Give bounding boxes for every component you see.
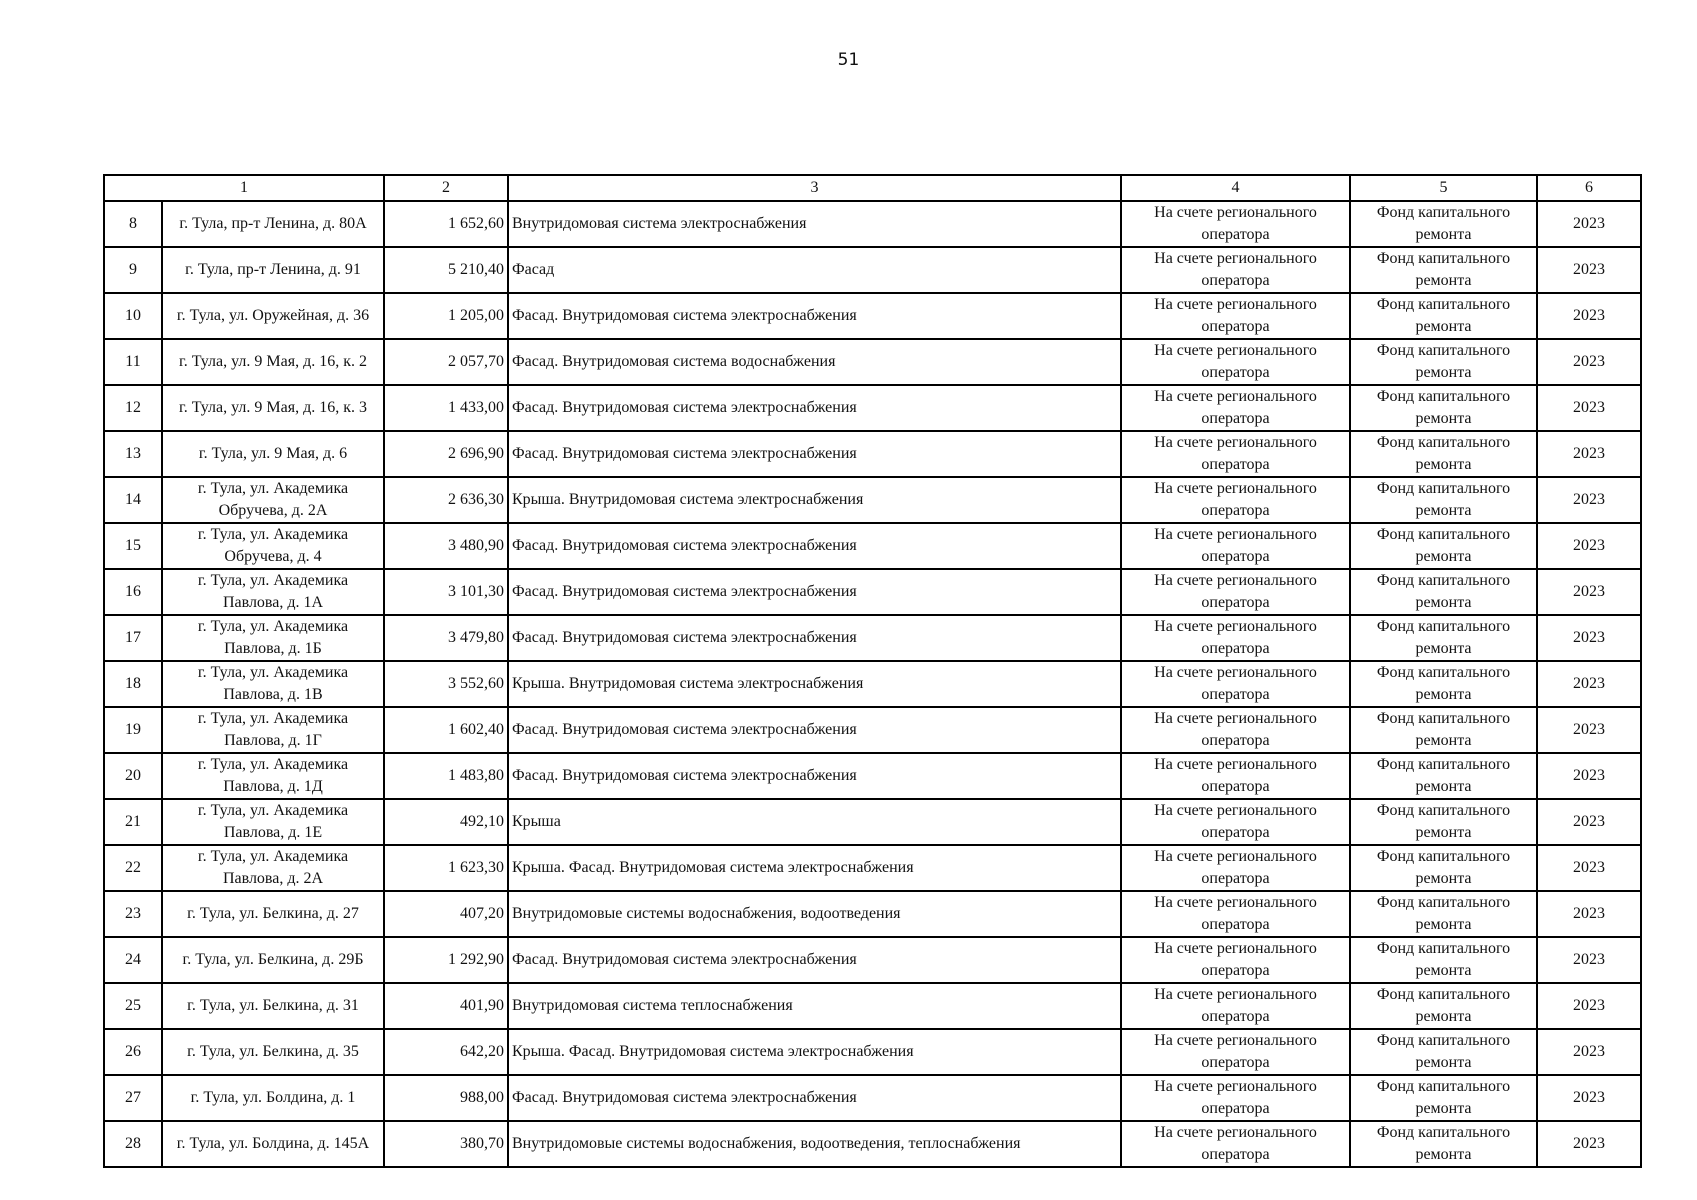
funding-source-cell: Фонд капитального ремонта [1350, 247, 1537, 293]
area-cell: 988,00 [384, 1075, 508, 1121]
area-cell: 3 479,80 [384, 615, 508, 661]
account-cell: На счете регионального оператора [1121, 339, 1350, 385]
funding-source-cell: Фонд капитального ремонта [1350, 1029, 1537, 1075]
area-cell: 2 057,70 [384, 339, 508, 385]
address-cell: г. Тула, ул. 9 Мая, д. 16, к. 3 [162, 385, 384, 431]
area-cell: 380,70 [384, 1121, 508, 1167]
row-number: 12 [104, 385, 162, 431]
account-cell: На счете регионального оператора [1121, 247, 1350, 293]
table-row [104, 799, 1641, 845]
funding-source-cell: Фонд капитального ремонта [1350, 293, 1537, 339]
area-cell: 642,20 [384, 1029, 508, 1075]
work-type-cell: Фасад. Внутридомовая система электроснабжения [508, 431, 1121, 477]
table-row [104, 615, 1641, 661]
year-cell: 2023 [1537, 339, 1641, 385]
year-cell: 2023 [1537, 983, 1641, 1029]
table-row [104, 1029, 1641, 1075]
funding-source-cell: Фонд капитального ремонта [1350, 983, 1537, 1029]
work-type-cell: Фасад. Внутридомовая система электроснабжения [508, 523, 1121, 569]
year-cell: 2023 [1537, 293, 1641, 339]
year-cell: 2023 [1537, 477, 1641, 523]
account-cell: На счете регионального оператора [1121, 753, 1350, 799]
address-cell: г. Тула, ул. Болдина, д. 145А [162, 1121, 384, 1167]
funding-source-cell: Фонд капитального ремонта [1350, 753, 1537, 799]
funding-source-cell: Фонд капитального ремонта [1350, 569, 1537, 615]
header-col-3: 3 [508, 175, 1121, 201]
account-cell: На счете регионального оператора [1121, 707, 1350, 753]
funding-source-cell: Фонд капитального ремонта [1350, 937, 1537, 983]
work-type-cell: Крыша. Внутридомовая система электроснабжения [508, 477, 1121, 523]
year-cell: 2023 [1537, 707, 1641, 753]
area-cell: 2 636,30 [384, 477, 508, 523]
work-type-cell: Фасад. Внутридомовая система электроснабжения [508, 615, 1121, 661]
work-type-cell: Фасад [508, 247, 1121, 293]
account-cell: На счете регионального оператора [1121, 937, 1350, 983]
area-cell: 492,10 [384, 799, 508, 845]
header-row [104, 175, 1641, 201]
funding-source-cell: Фонд капитального ремонта [1350, 385, 1537, 431]
table-row [104, 293, 1641, 339]
table-row [104, 385, 1641, 431]
table-row [104, 1075, 1641, 1121]
table-row [104, 661, 1641, 707]
work-type-cell: Фасад. Внутридомовая система электроснабжения [508, 569, 1121, 615]
funding-source-cell: Фонд капитального ремонта [1350, 1075, 1537, 1121]
address-cell: г. Тула, ул. Академика Павлова, д. 2А [162, 845, 384, 891]
year-cell: 2023 [1537, 661, 1641, 707]
address-cell: г. Тула, ул. Белкина, д. 31 [162, 983, 384, 1029]
address-cell: г. Тула, ул. Академика Обручева, д. 4 [162, 523, 384, 569]
table-row [104, 569, 1641, 615]
page-number: 51 [837, 50, 860, 70]
year-cell: 2023 [1537, 799, 1641, 845]
work-type-cell: Фасад. Внутридомовая система электроснабжения [508, 293, 1121, 339]
funding-source-cell: Фонд капитального ремонта [1350, 707, 1537, 753]
row-number: 11 [104, 339, 162, 385]
address-cell: г. Тула, ул. Белкина, д. 35 [162, 1029, 384, 1075]
area-cell: 3 552,60 [384, 661, 508, 707]
area-cell: 407,20 [384, 891, 508, 937]
address-cell: г. Тула, ул. Белкина, д. 29Б [162, 937, 384, 983]
address-cell: г. Тула, пр-т Ленина, д. 91 [162, 247, 384, 293]
area-cell: 3 101,30 [384, 569, 508, 615]
account-cell: На счете регионального оператора [1121, 385, 1350, 431]
address-cell: г. Тула, ул. Академика Павлова, д. 1В [162, 661, 384, 707]
funding-source-cell: Фонд капитального ремонта [1350, 891, 1537, 937]
work-type-cell: Фасад. Внутридомовая система электроснабжения [508, 707, 1121, 753]
area-cell: 1 652,60 [384, 201, 508, 247]
work-type-cell: Фасад. Внутридомовая система электроснабжения [508, 937, 1121, 983]
year-cell: 2023 [1537, 937, 1641, 983]
area-cell: 1 433,00 [384, 385, 508, 431]
row-number: 16 [104, 569, 162, 615]
table-row [104, 247, 1641, 293]
area-cell: 5 210,40 [384, 247, 508, 293]
address-cell: г. Тула, ул. Академика Павлова, д. 1А [162, 569, 384, 615]
area-cell: 3 480,90 [384, 523, 508, 569]
row-number: 23 [104, 891, 162, 937]
funding-source-cell: Фонд капитального ремонта [1350, 339, 1537, 385]
account-cell: На счете регионального оператора [1121, 891, 1350, 937]
table-body [104, 201, 1641, 1167]
account-cell: На счете регионального оператора [1121, 1029, 1350, 1075]
address-cell: г. Тула, ул. Академика Обручева, д. 2А [162, 477, 384, 523]
funding-source-cell: Фонд капитального ремонта [1350, 799, 1537, 845]
row-number: 13 [104, 431, 162, 477]
area-cell: 1 205,00 [384, 293, 508, 339]
year-cell: 2023 [1537, 1075, 1641, 1121]
account-cell: На счете регионального оператора [1121, 799, 1350, 845]
address-cell: г. Тула, пр-т Ленина, д. 80А [162, 201, 384, 247]
address-cell: г. Тула, ул. Академика Павлова, д. 1Б [162, 615, 384, 661]
table-row [104, 753, 1641, 799]
account-cell: На счете регионального оператора [1121, 661, 1350, 707]
account-cell: На счете регионального оператора [1121, 523, 1350, 569]
account-cell: На счете регионального оператора [1121, 1075, 1350, 1121]
table-row [104, 707, 1641, 753]
table-row [104, 845, 1641, 891]
work-type-cell: Крыша. Фасад. Внутридомовая система электроснабжения [508, 845, 1121, 891]
row-number: 26 [104, 1029, 162, 1075]
address-cell: г. Тула, ул. Академика Павлова, д. 1Г [162, 707, 384, 753]
work-type-cell: Внутридомовая система электроснабжения [508, 201, 1121, 247]
row-number: 24 [104, 937, 162, 983]
funding-source-cell: Фонд капитального ремонта [1350, 201, 1537, 247]
year-cell: 2023 [1537, 845, 1641, 891]
year-cell: 2023 [1537, 569, 1641, 615]
header-col-1: 1 [104, 175, 384, 201]
account-cell: На счете регионального оператора [1121, 431, 1350, 477]
table-row [104, 431, 1641, 477]
row-number: 22 [104, 845, 162, 891]
table-row [104, 1121, 1641, 1167]
row-number: 9 [104, 247, 162, 293]
address-cell: г. Тула, ул. 9 Мая, д. 6 [162, 431, 384, 477]
address-cell: г. Тула, ул. 9 Мая, д. 16, к. 2 [162, 339, 384, 385]
row-number: 20 [104, 753, 162, 799]
area-cell: 1 602,40 [384, 707, 508, 753]
work-type-cell: Крыша. Внутридомовая система электроснабжения [508, 661, 1121, 707]
funding-source-cell: Фонд капитального ремонта [1350, 615, 1537, 661]
row-number: 14 [104, 477, 162, 523]
table-header [104, 175, 1641, 201]
work-type-cell: Фасад. Внутридомовая система водоснабжения [508, 339, 1121, 385]
address-cell: г. Тула, ул. Академика Павлова, д. 1Д [162, 753, 384, 799]
work-type-cell: Фасад. Внутридомовая система электроснабжения [508, 385, 1121, 431]
area-cell: 1 292,90 [384, 937, 508, 983]
table-row [104, 201, 1641, 247]
header-col-4: 4 [1121, 175, 1350, 201]
account-cell: На счете регионального оператора [1121, 1121, 1350, 1167]
year-cell: 2023 [1537, 753, 1641, 799]
row-number: 10 [104, 293, 162, 339]
account-cell: На счете регионального оператора [1121, 201, 1350, 247]
work-type-cell: Фасад. Внутридомовая система электроснабжения [508, 753, 1121, 799]
funding-source-cell: Фонд капитального ремонта [1350, 431, 1537, 477]
funding-source-cell: Фонд капитального ремонта [1350, 523, 1537, 569]
area-cell: 401,90 [384, 983, 508, 1029]
work-type-cell: Внутридомовая система теплоснабжения [508, 983, 1121, 1029]
table-row [104, 477, 1641, 523]
table-row [104, 983, 1641, 1029]
area-cell: 1 623,30 [384, 845, 508, 891]
header-col-2: 2 [384, 175, 508, 201]
year-cell: 2023 [1537, 201, 1641, 247]
year-cell: 2023 [1537, 523, 1641, 569]
year-cell: 2023 [1537, 615, 1641, 661]
address-cell: г. Тула, ул. Оружейная, д. 36 [162, 293, 384, 339]
account-cell: На счете регионального оператора [1121, 983, 1350, 1029]
year-cell: 2023 [1537, 1029, 1641, 1075]
repair-program-table [103, 174, 1642, 1168]
header-col-6: 6 [1537, 175, 1641, 201]
year-cell: 2023 [1537, 431, 1641, 477]
work-type-cell: Внутридомовые системы водоснабжения, водоотведения, теплоснабжения [508, 1121, 1121, 1167]
row-number: 15 [104, 523, 162, 569]
work-type-cell: Фасад. Внутридомовая система электроснабжения [508, 1075, 1121, 1121]
account-cell: На счете регионального оператора [1121, 477, 1350, 523]
address-cell: г. Тула, ул. Белкина, д. 27 [162, 891, 384, 937]
row-number: 19 [104, 707, 162, 753]
funding-source-cell: Фонд капитального ремонта [1350, 1121, 1537, 1167]
work-type-cell: Крыша. Фасад. Внутридомовая система электроснабжения [508, 1029, 1121, 1075]
year-cell: 2023 [1537, 1121, 1641, 1167]
row-number: 25 [104, 983, 162, 1029]
work-type-cell: Крыша [508, 799, 1121, 845]
table-row [104, 339, 1641, 385]
account-cell: На счете регионального оператора [1121, 293, 1350, 339]
address-cell: г. Тула, ул. Болдина, д. 1 [162, 1075, 384, 1121]
account-cell: На счете регионального оператора [1121, 845, 1350, 891]
row-number: 27 [104, 1075, 162, 1121]
year-cell: 2023 [1537, 247, 1641, 293]
table-row [104, 937, 1641, 983]
year-cell: 2023 [1537, 385, 1641, 431]
funding-source-cell: Фонд капитального ремонта [1350, 845, 1537, 891]
table-row [104, 523, 1641, 569]
account-cell: На счете регионального оператора [1121, 615, 1350, 661]
year-cell: 2023 [1537, 891, 1641, 937]
area-cell: 2 696,90 [384, 431, 508, 477]
row-number: 17 [104, 615, 162, 661]
area-cell: 1 483,80 [384, 753, 508, 799]
row-number: 21 [104, 799, 162, 845]
row-number: 18 [104, 661, 162, 707]
work-type-cell: Внутридомовые системы водоснабжения, водоотведения [508, 891, 1121, 937]
account-cell: На счете регионального оператора [1121, 569, 1350, 615]
funding-source-cell: Фонд капитального ремонта [1350, 661, 1537, 707]
header-col-5: 5 [1350, 175, 1537, 201]
table-row [104, 891, 1641, 937]
row-number: 8 [104, 201, 162, 247]
row-number: 28 [104, 1121, 162, 1167]
address-cell: г. Тула, ул. Академика Павлова, д. 1Е [162, 799, 384, 845]
funding-source-cell: Фонд капитального ремонта [1350, 477, 1537, 523]
